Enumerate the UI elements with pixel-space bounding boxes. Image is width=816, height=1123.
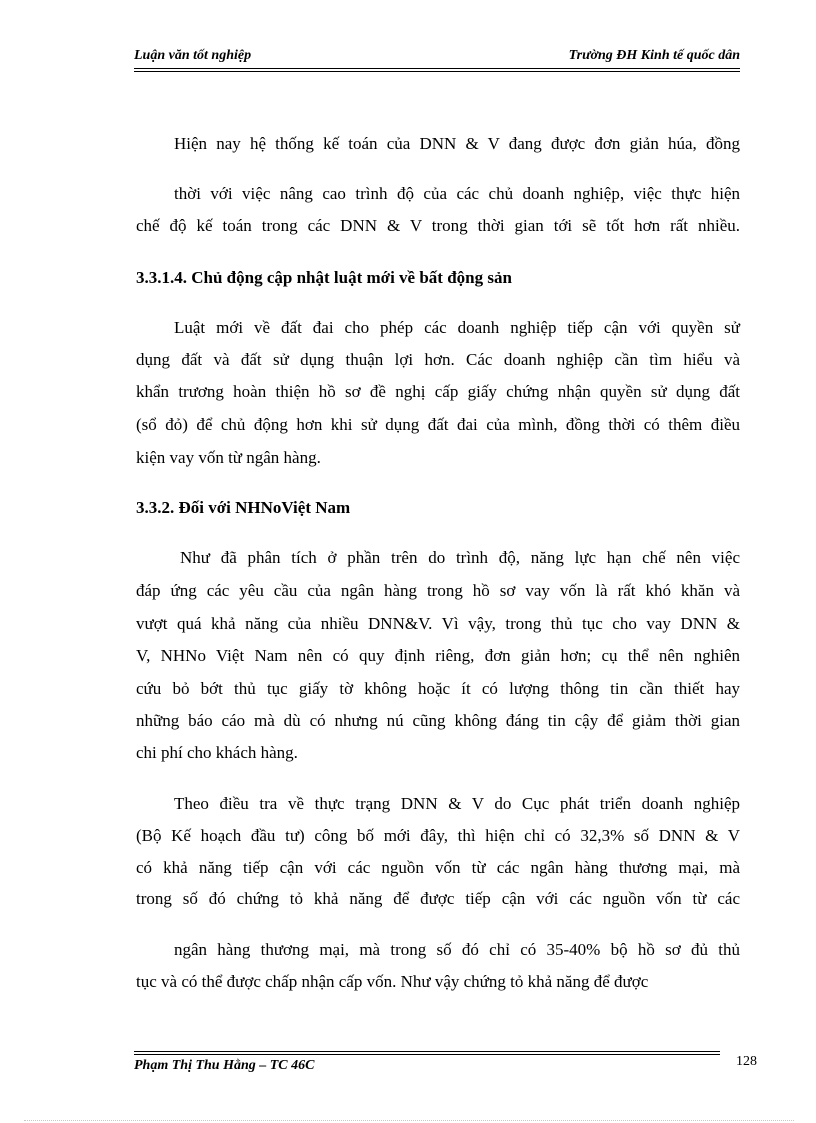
section-heading: 3.3.2. Đối với NHNoViệt Nam [136,498,351,517]
paragraph-line: kiện vay vốn từ ngân hàng. [136,448,321,467]
paragraph-line: Luật mới về đất đai cho phép các doanh nghiệp tiếp cận với quyền sử [174,318,740,337]
header-rule [134,68,740,72]
header-university-label: Trường ĐH Kinh tế quốc dân [568,48,740,63]
paragraph-line: ngân hàng thương mại, mà trong số đó chỉ có 35-40% bộ hồ sơ đủ thủ [174,940,740,959]
paragraph-line: những báo cáo mà dù có nhưng nú cũng không đáng tin cậy để giảm thời gian [136,711,740,730]
paragraph-line: chi phí cho khách hàng. [136,743,298,762]
section-heading: 3.3.1.4. Chủ động cập nhật luật mới về bất động sản [136,268,512,287]
header-thesis-label: Luận văn tốt nghiệp [134,48,252,63]
paragraph-line: dụng đất và đất sử dụng thuận lợi hơn. Các doanh nghiệp cần tìm hiểu và [136,350,740,369]
page-number: 128 [736,1054,757,1069]
paragraph-line: V, NHNo Việt Nam nên có quy định riêng, đơn giản hơn; cụ thể nên nghiên [136,646,740,665]
footer-author: Phạm Thị Thu Hằng – TC 46C [134,1058,315,1073]
page-header [134,46,740,66]
paragraph-line: trong số đó chứng tỏ khả năng để được tiếp cận với các nguồn vốn từ các [136,889,740,908]
footer-rule [134,1051,720,1055]
paragraph-line: cứu bỏ bớt thủ tục giấy tờ không hoặc ít có lượng thông tin cần thiết hay [136,679,740,698]
paragraph-line: Hiện nay hệ thống kế toán của DNN & V đang được đơn giản húa, đồng [174,134,740,153]
paragraph-line: Như đã phân tích ở phần trên do trình độ, năng lực hạn chế nên việc [180,548,740,567]
paragraph-line: tục và có thể được chấp nhận cấp vốn. Như vậy chứng tỏ khả năng để được [136,972,649,991]
paragraph-line: (sổ đỏ) để chủ động hơn khi sử dụng đất đai của mình, đồng thời có thêm điều [136,415,740,434]
page-edge-divider [24,1120,794,1121]
paragraph-line: thời với việc nâng cao trình độ của các chủ doanh nghiệp, việc thực hiện [174,184,740,203]
paragraph-line: đáp ứng các yêu cầu của ngân hàng trong hồ sơ vay vốn là rất khó khăn và [136,581,740,600]
paragraph-line: vượt quá khả năng của nhiều DNN&V. Vì vậy, trong thủ tục cho vay DNN & [136,614,740,633]
paragraph-line: Theo điều tra về thực trạng DNN & V do Cục phát triển doanh nghiệp [174,794,740,813]
paragraph-line: (Bộ Kế hoạch đầu tư) công bố mới đây, thì hiện chỉ có 32,3% số DNN & V [136,826,740,845]
paragraph-line: khẩn trương hoàn thiện hồ sơ đề nghị cấp giấy chứng nhận quyền sử dụng đất [136,382,740,401]
paragraph-line: có khả năng tiếp cận với các nguồn vốn từ các ngân hàng thương mại, mà [136,858,740,877]
paragraph-line: chế độ kế toán trong các DNN & V trong thời gian tới sẽ tốt hơn rất nhiều. [136,216,740,235]
